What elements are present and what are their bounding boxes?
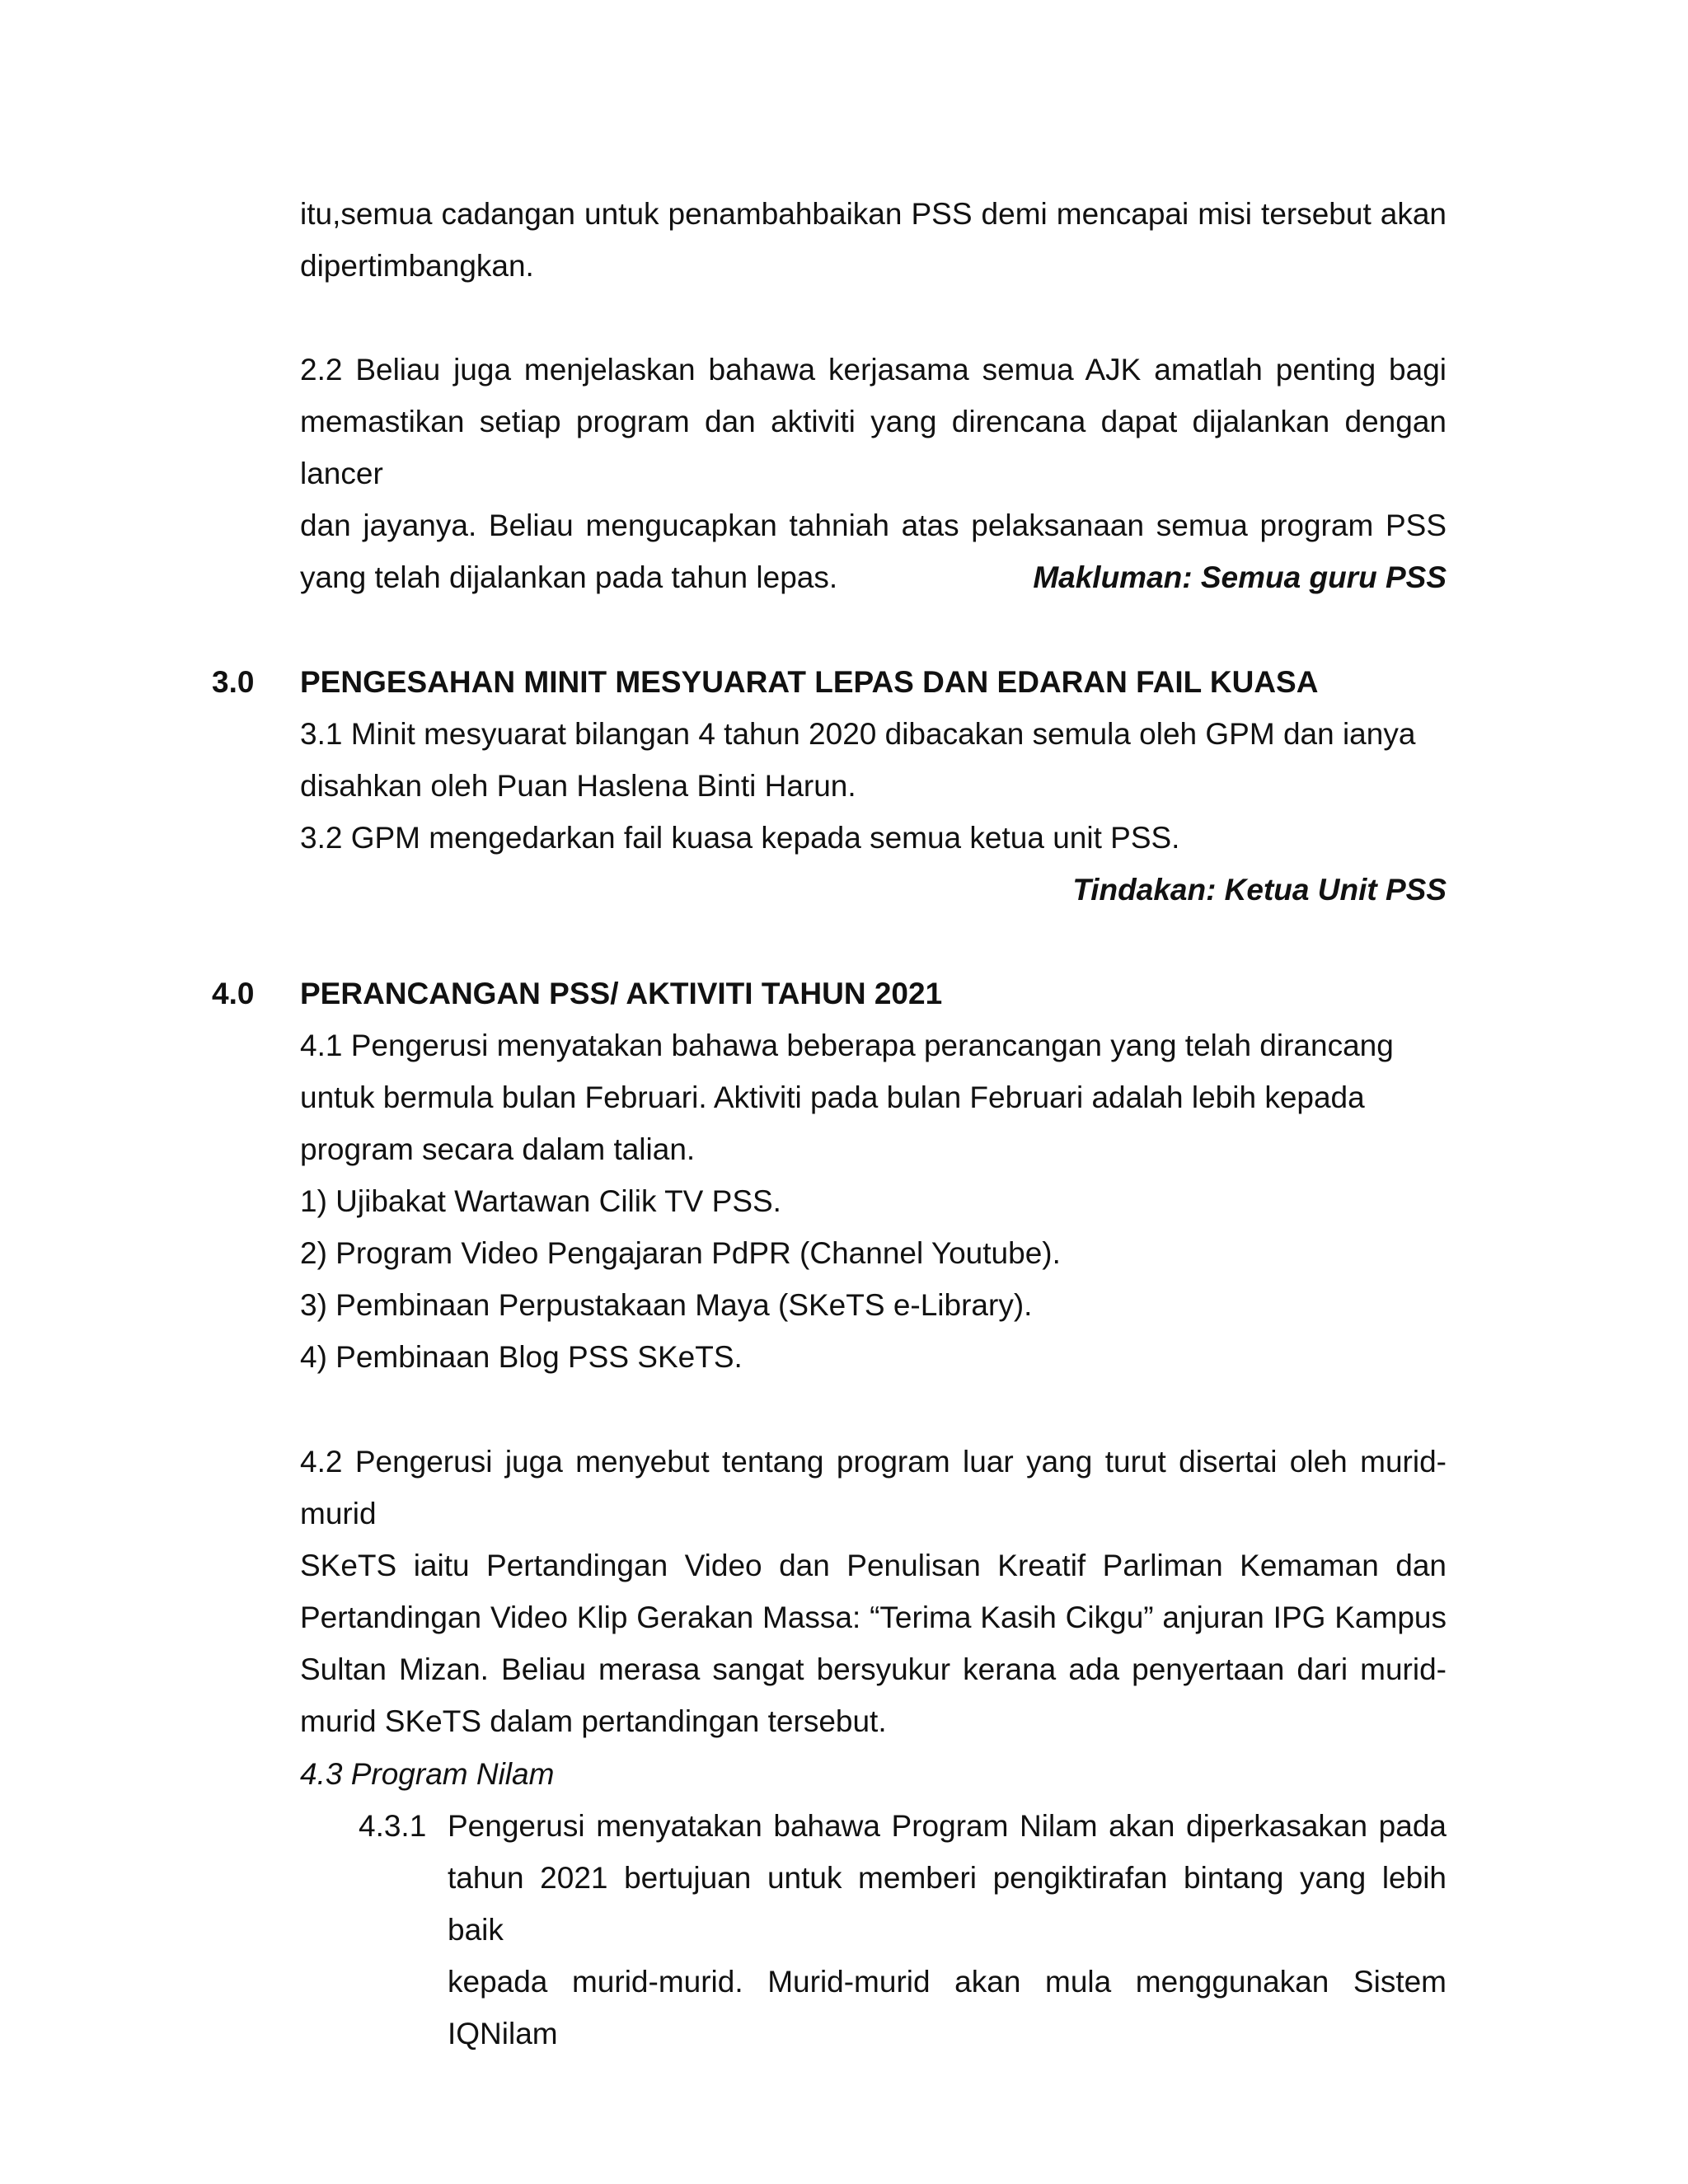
paragraph-4-2 xyxy=(300,1436,1447,1747)
p3-1-line-2: disahkan oleh Puan Haslena Binti Harun. xyxy=(300,769,856,803)
p4-2-line-1: 4.2 Pengerusi juga menyebut tentang program luar yang turut disertai oleh murid-murid xyxy=(300,1445,1447,1530)
subsection-4-3-1-number: 4.3.1 xyxy=(359,1809,427,1843)
p2-2-line-2: memastikan setiap program dan aktiviti yang direncana dapat dijalankan dengan lancer xyxy=(300,405,1447,490)
section-3-body xyxy=(300,708,1447,864)
p2-2-line-3: dan jayanya. Beliau mengucapkan tahniah atas pelaksanaan semua program PSS xyxy=(300,509,1447,542)
section-4-1-body xyxy=(300,1019,1447,1383)
section-3-title: PENGESAHAN MINIT MESYUARAT LEPAS DAN EDARAN FAIL KUASA xyxy=(300,665,1319,699)
list-item: 4) Pembinaan Blog PSS SKeTS. xyxy=(300,1340,743,1374)
p4-1-line-1: 4.1 Pengerusi menyatakan bahawa beberapa perancangan yang telah dirancang xyxy=(300,1029,1394,1062)
p4-2-line-3: Pertandingan Video Klip Gerakan Massa: “Terima Kasih Cikgu” anjuran IPG Kampus xyxy=(300,1601,1447,1634)
p4-1-line-2: untuk bermula bulan Februari. Aktiviti pada bulan Februari adalah lebih kepada xyxy=(300,1080,1365,1114)
p4-3-1-line-1: Pengerusi menyatakan bahawa Program Nilam akan diperkasakan pada xyxy=(448,1809,1447,1843)
intro-line-2: dipertimbangkan. xyxy=(300,249,534,283)
list-item: 1) Ujibakat Wartawan Cilik TV PSS. xyxy=(300,1184,781,1218)
list-item: 3) Pembinaan Perpustakaan Maya (SKeTS e-Library). xyxy=(300,1288,1033,1322)
p4-2-line-5: murid SKeTS dalam pertandingan tersebut. xyxy=(300,1704,887,1738)
p3-1-line-1: 3.1 Minit mesyuarat bilangan 4 tahun 2020 dibacakan semula oleh GPM dan ianya xyxy=(300,717,1416,751)
p4-2-line-2: SKeTS iaitu Pertandingan Video dan Penulisan Kreatif Parliman Kemaman dan xyxy=(300,1549,1447,1582)
p4-1-line-3: program secara dalam talian. xyxy=(300,1132,696,1166)
section-3-number: 3.0 xyxy=(212,665,255,699)
section-4-title: PERANCANGAN PSS/ AKTIVITI TAHUN 2021 xyxy=(300,977,943,1010)
note-tindakan: Tindakan: Ketua Unit PSS xyxy=(1072,873,1447,907)
p2-2-line-1: 2.2 Beliau juga menjelaskan bahawa kerjasama semua AJK amatlah penting bagi xyxy=(300,353,1447,387)
intro-paragraph xyxy=(300,188,1447,292)
subsection-4-3-title: 4.3 Program Nilam xyxy=(300,1757,555,1791)
section-4-number: 4.0 xyxy=(212,977,255,1010)
p4-3-1-line-3: kepada murid-murid. Murid-murid akan mula menggunakan Sistem IQNilam xyxy=(448,1965,1447,2050)
p4-3-1-line-2: tahun 2021 bertujuan untuk memberi pengiktirafan bintang yang lebih baik xyxy=(448,1861,1447,1947)
p3-2-line: 3.2 GPM mengedarkan fail kuasa kepada semua ketua unit PSS. xyxy=(300,821,1180,855)
list-item: 2) Program Video Pengajaran PdPR (Channel Youtube). xyxy=(300,1236,1061,1270)
intro-line-1: itu,semua cadangan untuk penambahbaikan PSS demi mencapai misi tersebut akan xyxy=(300,197,1447,231)
p2-2-line-4: yang telah dijalankan pada tahun lepas. xyxy=(300,560,838,594)
p4-2-line-4: Sultan Mizan. Beliau merasa sangat bersyukur kerana ada penyertaan dari murid- xyxy=(300,1652,1447,1686)
note-makluman: Makluman: Semua guru PSS xyxy=(1033,560,1447,594)
paragraph-4-3-1 xyxy=(448,1800,1447,2060)
